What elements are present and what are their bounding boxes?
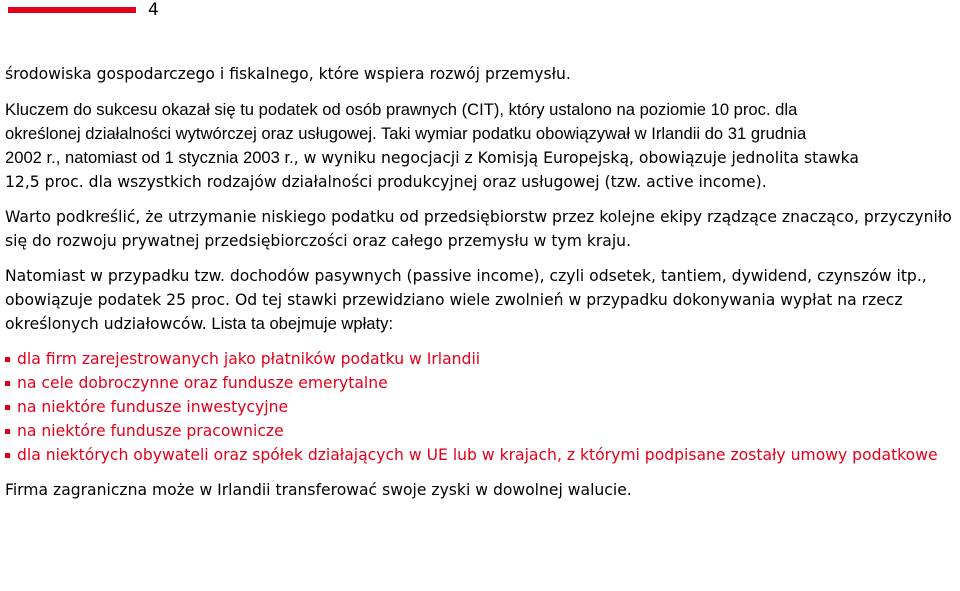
paragraph-passive-income-main: Natomiast w przypadku tzw. dochodów pasywnych (passive income), czyli odsetek, tantiem, dywidend, czynszów itp., obowiązuje podatek 25 proc. Od tej stawki przewidziano wiele zwolnień w przypadku dokonywania wypłat na rzecz określonych udziałowców. bbox=[5, 267, 927, 333]
list-item bbox=[5, 371, 955, 395]
list-item bbox=[5, 347, 955, 371]
list-item-text: dla firm zarejestrowanych jako płatników podatku w Irlandii bbox=[17, 350, 481, 368]
list-item-text: na niektóre fundusze inwestycyjne bbox=[17, 398, 289, 416]
list-item bbox=[5, 419, 955, 443]
list-item-text: na cele dobroczynne oraz fundusze emerytalne bbox=[17, 374, 388, 392]
exemption-list bbox=[5, 347, 955, 467]
bullet-square-icon bbox=[5, 405, 10, 410]
list-item bbox=[5, 443, 955, 467]
paragraph-low-tax: Warto podkreślić, że utrzymanie niskiego podatku od przedsiębiorstw przez kolejne ekipy rządzące znacząco, przyczyniło się do rozwoju prywatnej przedsiębiorczości oraz całego przemysłu w tym kraju. bbox=[5, 208, 952, 250]
bullet-square-icon bbox=[5, 381, 10, 386]
paragraph-cit-line-3a: 2002 r., natomiast od 1 stycznia 2003 r. bbox=[5, 148, 294, 167]
header-accent-bar bbox=[8, 7, 136, 13]
paragraph-cit-line-2: określonej działalności wytwórczej oraz usługowej. Taki wymiar podatku obowiązywał w Irlandii do 31 grudnia bbox=[5, 124, 807, 143]
paragraph-passive-income bbox=[5, 264, 955, 336]
page-number: 4 bbox=[148, 0, 159, 20]
bullet-square-icon bbox=[5, 429, 10, 434]
paragraph-cit-line-4: 12,5 proc. dla wszystkich rodzajów działalności produkcyjnej oraz usługowej (tzw. active income). bbox=[5, 173, 767, 191]
document-body bbox=[5, 62, 955, 502]
paragraph-cit-line-3b: , w wyniku negocjacji z Komisją Europejską, obowiązuje jednolita stawka bbox=[293, 149, 859, 167]
paragraph-passive-income-list-intro: Lista ta obejmuje wpłaty: bbox=[206, 314, 394, 333]
list-item-text: dla niektórych obywateli oraz spółek działających w UE lub w krajach, z którymi podpisane zostały umowy podatkowe bbox=[17, 446, 938, 464]
paragraph-cit bbox=[5, 98, 955, 194]
list-item-text: na niektóre fundusze pracownicze bbox=[17, 422, 284, 440]
paragraph-currency: Firma zagraniczna może w Irlandii transferować swoje zyski w dowolnej walucie. bbox=[5, 481, 632, 499]
bullet-square-icon bbox=[5, 357, 10, 362]
list-item bbox=[5, 395, 955, 419]
bullet-square-icon bbox=[5, 453, 10, 458]
page-header bbox=[0, 0, 960, 30]
paragraph-intro: środowiska gospodarczego i fiskalnego, które wspiera rozwój przemysłu. bbox=[5, 65, 571, 83]
paragraph-cit-line-1: Kluczem do sukcesu okazał się tu podatek od osób prawnych (CIT), który ustalono na poziomie 10 proc. dla bbox=[5, 100, 798, 119]
